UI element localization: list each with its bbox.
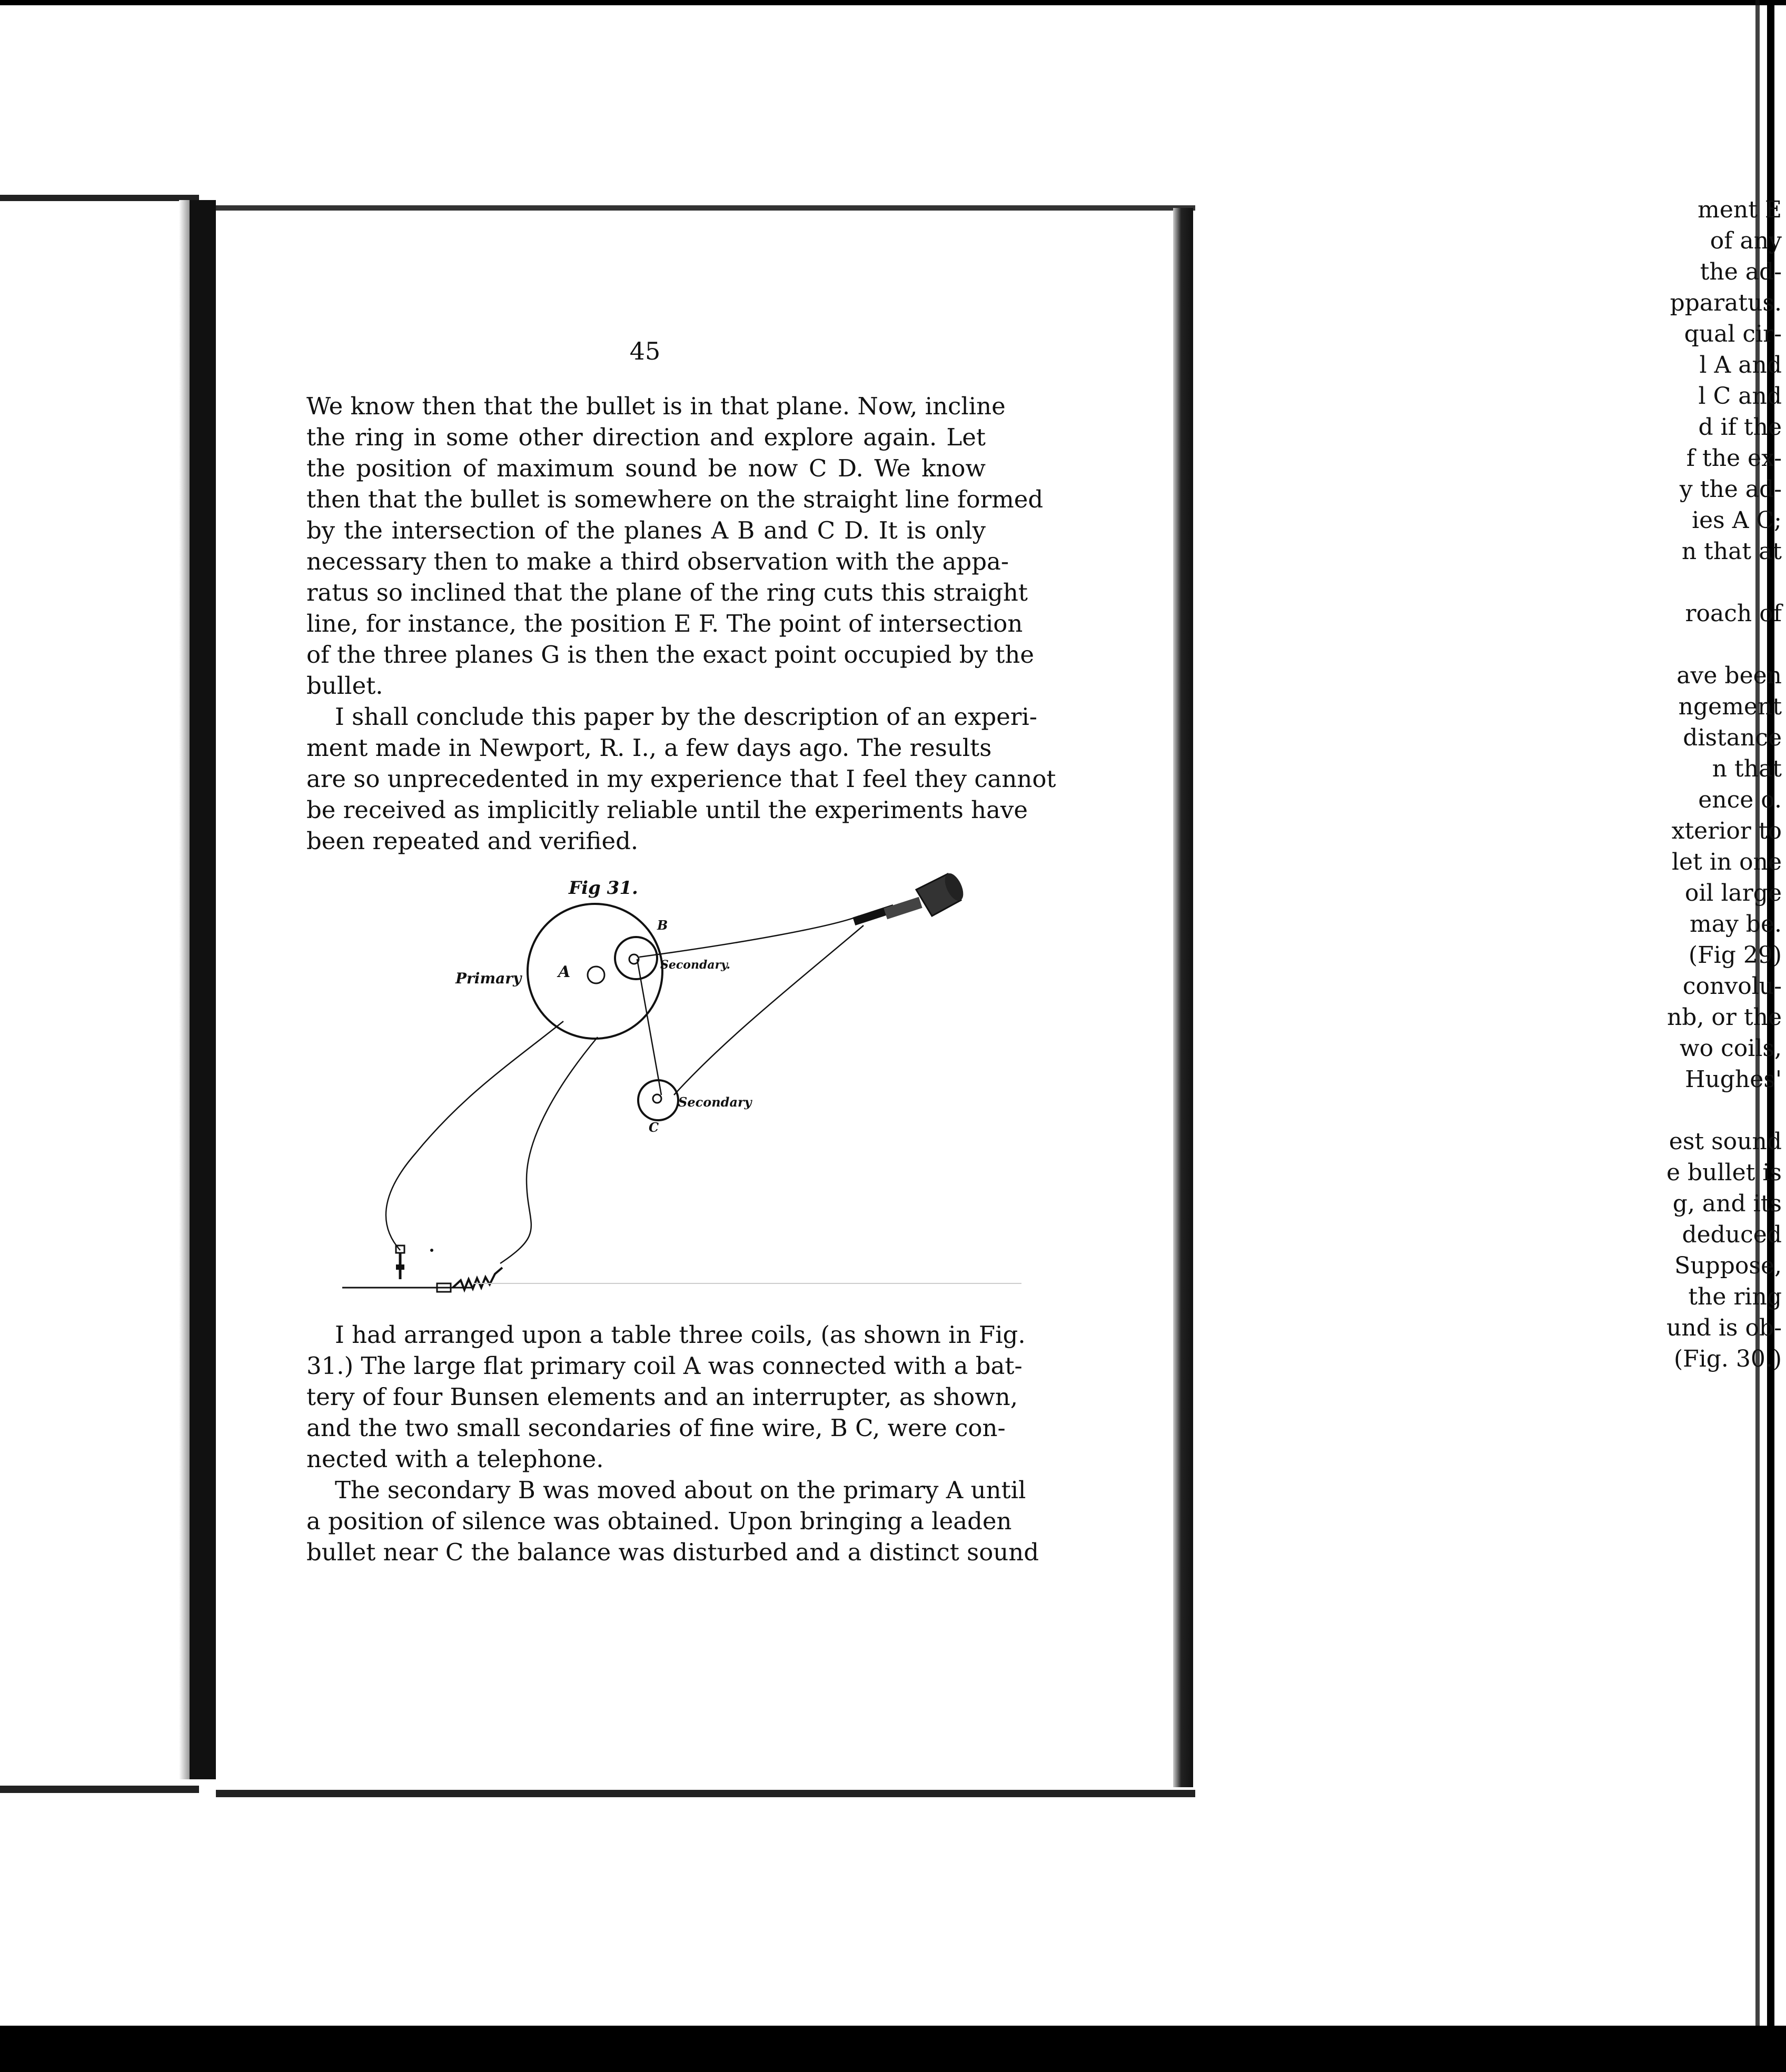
text-line: of the three planes G is then the exact point occupied by the: [306, 641, 1034, 669]
scan-top-border: [0, 0, 1786, 5]
left-page-line: n that at: [1681, 538, 1782, 565]
left-page-line: und is ob-: [1666, 1314, 1782, 1341]
text-line: a position of silence was obtained. Upon bringing a leaden: [306, 1507, 1012, 1535]
right-page-edge: [1173, 208, 1193, 1787]
left-page: [0, 195, 199, 1793]
interrupter: [396, 1246, 433, 1279]
label-c: C: [649, 1120, 659, 1135]
text-line: the position of maximum sound be now C D. We know: [306, 454, 986, 482]
telephone-receiver: [852, 871, 967, 925]
text-line: by the intersection of the planes A B and C D. It is only: [306, 516, 986, 544]
left-page-line: n that: [1712, 755, 1782, 782]
left-page-line: of any: [1710, 227, 1782, 254]
text-line: then that the bullet is somewhere on the straight line formed: [306, 485, 1044, 513]
battery: [342, 1268, 502, 1292]
left-page-line: ment E: [1698, 196, 1782, 223]
left-page-line: f the ex-: [1686, 445, 1782, 472]
text-line: I had arranged upon a table three coils, (as shown in Fig.: [335, 1321, 1026, 1349]
text-line: ratus so inclined that the plane of the ring cuts this straight: [306, 579, 1028, 606]
left-page-line: ies A C;: [1692, 507, 1782, 534]
left-page-line: deduced: [1682, 1221, 1782, 1248]
left-page-line: distance: [1683, 724, 1782, 751]
text-line: and the two small secondaries of fine wire, B C, were con-: [306, 1414, 1006, 1442]
book-gutter: [190, 200, 216, 1779]
text-line: bullet.: [306, 672, 383, 700]
primary-coil-center: [588, 967, 604, 983]
text-line: necessary then to make a third observation with the appa-: [306, 547, 1009, 575]
left-page-line: the ring: [1688, 1283, 1782, 1310]
text-line: tery of four Bunsen elements and an interrupter, as shown,: [306, 1383, 1018, 1411]
label-secondary-c: Secondary: [678, 1094, 752, 1110]
left-page-line: convolu-: [1682, 973, 1782, 1000]
left-page-line: d if the: [1698, 414, 1782, 441]
text-line: We know then that the bullet is in that plane. Now, incline: [306, 392, 1006, 420]
left-page-line: y the ad-: [1679, 476, 1782, 503]
primary-coil: [528, 904, 662, 1039]
left-page-line: g, and its: [1672, 1190, 1782, 1217]
left-page-line: l C and: [1698, 383, 1782, 410]
label-secondary-b: Secondary.: [660, 958, 731, 972]
left-page-line: let in one: [1671, 849, 1782, 875]
secondary-coil-c-center: [653, 1094, 661, 1103]
label-a: A: [558, 963, 571, 981]
text-line: 31.) The large flat primary coil A was connected with a bat-: [306, 1352, 1023, 1380]
left-page-line: (Fig. 30.): [1673, 1346, 1782, 1372]
left-page-line: Hughes': [1685, 1066, 1782, 1093]
left-page-line: est sound: [1669, 1128, 1782, 1155]
left-page-line: ngement: [1678, 693, 1782, 720]
figure-caption: Fig 31.: [569, 878, 638, 899]
figure-31: [326, 863, 1021, 1300]
left-page-line: Suppose,: [1674, 1252, 1782, 1279]
text-line: been repeated and verified.: [306, 827, 639, 855]
left-page-line: l A and: [1699, 352, 1782, 378]
left-page-line: (Fig 29): [1688, 942, 1782, 969]
wire-primary-to-interrupter: [386, 1021, 563, 1250]
text-line: are so unprecedented in my experience that I feel they cannot: [306, 765, 1056, 793]
left-page-line: ave been: [1676, 662, 1782, 689]
secondary-coil-b: [615, 937, 657, 979]
text-line: be received as implicitly reliable until the experiments have: [306, 796, 1028, 824]
left-page-line: roach of: [1685, 600, 1782, 627]
left-page-line: qual cir-: [1684, 321, 1782, 347]
label-b: B: [657, 918, 668, 933]
wire-b-to-telephone: [639, 916, 859, 957]
secondary-coil-c: [638, 1080, 678, 1120]
text-line: nected with a telephone.: [306, 1445, 604, 1473]
left-page-line: the ad-: [1700, 258, 1782, 285]
text-line: ment made in Newport, R. I., a few days ago. The results: [306, 734, 992, 762]
text-line: line, for instance, the position E F. The point of intersection: [306, 610, 1023, 637]
text-line: I shall conclude this paper by the description of an experi-: [335, 703, 1037, 731]
figure-31-drawing: [326, 863, 1021, 1300]
text-line: the ring in some other direction and explore again. Let: [306, 423, 986, 451]
wire-b-to-c: [637, 959, 661, 1095]
left-page-line: ence o.: [1698, 786, 1782, 813]
left-page-line: oil large: [1684, 880, 1782, 906]
label-primary: Primary: [455, 970, 522, 987]
text-line: The secondary B was moved about on the primary A until: [335, 1476, 1026, 1504]
scan-bottom-band: [0, 2026, 1786, 2072]
left-page-line: wo coils,: [1680, 1035, 1782, 1062]
left-page-line: pparatus.: [1670, 290, 1782, 316]
text-line: bullet near C the balance was disturbed and a distinct sound: [306, 1538, 1039, 1566]
left-page-line: nb, or the: [1666, 1004, 1782, 1031]
left-page-line: e bullet is: [1666, 1159, 1782, 1186]
wire-primary-to-battery: [500, 1037, 598, 1263]
wire-c-to-telephone: [674, 925, 864, 1095]
left-page-line: may be.: [1690, 911, 1782, 938]
left-page-line: xterior to: [1671, 818, 1782, 844]
page-number: 45: [629, 337, 661, 365]
